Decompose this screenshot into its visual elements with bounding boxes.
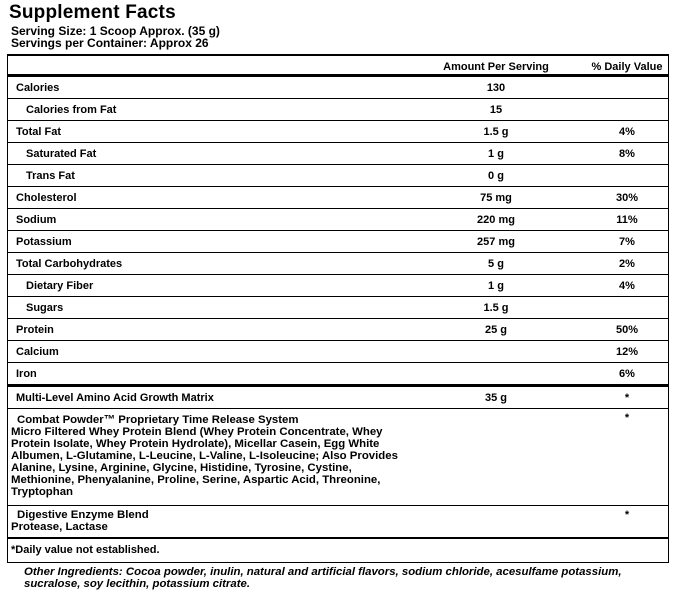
nutrient-row-sodium bbox=[8, 209, 668, 231]
enzyme-blend-dv: * bbox=[624, 509, 630, 521]
facts-table bbox=[7, 54, 669, 563]
amount-header: Amount Per Serving bbox=[443, 61, 549, 73]
combat-blend-dv: * bbox=[624, 412, 630, 424]
matrix-name: Multi-Level Amino Acid Growth Matrix bbox=[16, 392, 214, 404]
ingredient-line: Alanine, Lysine, Arginine, Glycine, Histidine, Tyrosine, Cystine, bbox=[11, 462, 352, 474]
enzyme-blend-row bbox=[8, 506, 668, 539]
nutrient-dv: 12% bbox=[615, 346, 639, 358]
nutrient-name: Sodium bbox=[16, 214, 57, 226]
enzyme-blend-name: Digestive Enzyme Blend bbox=[17, 509, 149, 521]
ingredient-line: Protein Isolate, Whey Protein Hydrolate), Micellar Casein, Egg White bbox=[11, 438, 380, 450]
daily-value-header: % Daily Value bbox=[591, 61, 663, 73]
combat-blend-row bbox=[8, 409, 668, 506]
nutrient-dv: 30% bbox=[615, 192, 639, 204]
ingredient-line: Albumen, L-Glutamine, L-Leucine, L-Valine, L-Isoleucine; Also Provides bbox=[11, 450, 398, 462]
nutrient-name: Calcium bbox=[16, 346, 59, 358]
nutrient-amount: 130 bbox=[486, 82, 506, 94]
matrix-row bbox=[8, 387, 668, 409]
nutrient-amount: 220 mg bbox=[477, 214, 515, 226]
nutrient-dv: 2% bbox=[619, 258, 635, 270]
nutrient-dv: 4% bbox=[619, 280, 635, 292]
nutrient-row-cholesterol bbox=[8, 187, 668, 209]
nutrient-row-total-carbohydrates bbox=[8, 253, 668, 275]
nutrient-name: Dietary Fiber bbox=[26, 280, 94, 292]
nutrient-row-calcium bbox=[8, 341, 668, 363]
nutrient-row-protein bbox=[8, 319, 668, 341]
serving-size: Serving Size: 1 Scoop Approx. (35 g) bbox=[11, 24, 220, 38]
nutrient-name: Calories bbox=[16, 82, 60, 94]
nutrient-amount: 1 g bbox=[488, 280, 504, 292]
nutrient-amount: 0 g bbox=[488, 170, 504, 182]
nutrient-row-potassium bbox=[8, 231, 668, 253]
nutrient-row-total-fat bbox=[8, 121, 668, 143]
nutrient-name: Saturated Fat bbox=[26, 148, 97, 160]
matrix-amount: 35 g bbox=[484, 392, 507, 404]
nutrient-amount: 25 g bbox=[484, 324, 507, 336]
nutrient-name: Sugars bbox=[26, 302, 64, 314]
other-ingredients-line: sucralose, soy lecithin, potassium citrate. bbox=[24, 578, 250, 590]
nutrient-row-trans-fat bbox=[8, 165, 668, 187]
matrix-dv: * bbox=[624, 392, 630, 404]
nutrient-name: Total Fat bbox=[16, 126, 62, 138]
nutrient-name: Calories from Fat bbox=[26, 104, 117, 116]
other-ingredients-line: Other Ingredients: Cocoa powder, inulin, natural and artificial flavors, sodium chloride, acesulfame potassium, bbox=[24, 566, 622, 578]
combat-blend-name: Combat Powder™ Proprietary Time Release System bbox=[17, 414, 299, 426]
nutrient-row-iron bbox=[8, 363, 668, 387]
ingredient-line: Micro Filtered Whey Protein Blend (Whey Protein Concentrate, Whey bbox=[11, 426, 383, 438]
nutrient-dv: 6% bbox=[619, 368, 635, 380]
nutrient-dv: 8% bbox=[619, 148, 635, 160]
nutrient-name: Total Carbohydrates bbox=[16, 258, 123, 270]
nutrient-amount: 5 g bbox=[488, 258, 504, 270]
nutrient-amount: 257 mg bbox=[477, 236, 515, 248]
nutrient-name: Trans Fat bbox=[26, 170, 75, 182]
footnote: *Daily value not established. bbox=[11, 544, 160, 556]
ingredient-line: Methionine, Phenyalanine, Proline, Serine, Aspartic Acid, Threonine, bbox=[11, 474, 381, 486]
nutrient-dv: 4% bbox=[619, 126, 635, 138]
nutrient-amount: 1.5 g bbox=[483, 126, 509, 138]
nutrient-dv: 7% bbox=[619, 236, 635, 248]
ingredient-line: Tryptophan bbox=[11, 486, 74, 498]
nutrient-amount: 75 mg bbox=[480, 192, 512, 204]
nutrient-name: Potassium bbox=[16, 236, 72, 248]
nutrient-row-calories bbox=[8, 77, 668, 99]
servings-per-container: Servings per Container: Approx 26 bbox=[11, 36, 209, 50]
nutrient-name: Protein bbox=[16, 324, 54, 336]
nutrient-row-calories-from-fat bbox=[8, 99, 668, 121]
nutrient-dv: 11% bbox=[616, 214, 638, 226]
page-title: Supplement Facts bbox=[9, 2, 176, 23]
enzyme-blend-ingredients bbox=[11, 521, 431, 533]
nutrient-dv: 50% bbox=[615, 324, 639, 336]
nutrient-row-sugars bbox=[8, 297, 668, 319]
combat-blend-ingredients bbox=[11, 426, 431, 498]
nutrient-amount: 1 g bbox=[488, 148, 504, 160]
nutrient-amount: 1.5 g bbox=[483, 302, 509, 314]
nutrient-amount: 15 bbox=[489, 104, 503, 116]
nutrient-name: Cholesterol bbox=[16, 192, 77, 204]
other-ingredients bbox=[24, 566, 664, 590]
nutrient-name: Iron bbox=[16, 368, 37, 380]
nutrient-row-dietary-fiber bbox=[8, 275, 668, 297]
nutrient-row-saturated-fat bbox=[8, 143, 668, 165]
table-header bbox=[8, 56, 668, 77]
ingredient-line: Protease, Lactase bbox=[11, 521, 108, 533]
